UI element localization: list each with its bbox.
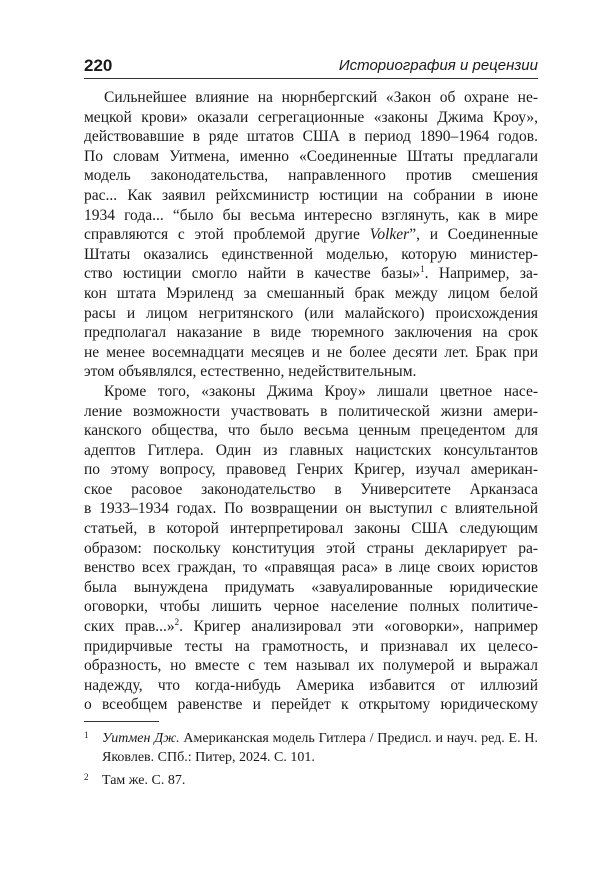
footnote-author: Уитмен Дж. — [102, 731, 180, 746]
text-line — [84, 578, 538, 598]
text-segment: ”, и Соединенные — [409, 226, 538, 244]
text-line — [84, 147, 538, 167]
text-line — [84, 127, 538, 147]
text-segment: . Например, за- — [424, 265, 538, 283]
text-line — [84, 323, 538, 343]
footnote-text: Американская модель Гитлера / Предисл. и науч. ред. Е. Н. Яковлев. СПб.: Питер, 2024. С. 101. — [102, 731, 538, 765]
text-line — [84, 695, 538, 715]
text-line — [84, 460, 538, 480]
text-line — [84, 441, 538, 461]
text-segment: оговорки, чтобы лишить черное население полных политиче- — [84, 598, 538, 616]
text-line — [84, 499, 538, 519]
text-segment: о всеобщем равенстве и перейдет к открытому юридическому — [84, 696, 538, 714]
text-segment: образом: поскольку конституция этой страны декларирует ра- — [84, 539, 538, 557]
text-segment: Кроме того, «законы Джима Кроу» лишали цветное насе- — [104, 382, 538, 400]
text-line — [84, 284, 538, 304]
text-segment: кон штата Мэриленд за смешанный брак между лицом белой — [84, 284, 538, 302]
text-line — [84, 108, 538, 128]
footnote-ref: 1 — [420, 264, 425, 275]
text-line — [84, 539, 538, 559]
footnote-text: Там же. С. 87. — [102, 773, 186, 788]
text-segment: ление возможности участвовать в политической жизни амери- — [84, 402, 538, 420]
text-line — [84, 617, 538, 637]
text-segment: статьей, в которой интерпретировал законы США следующим — [84, 520, 538, 538]
text-segment: Volker — [369, 226, 410, 244]
text-segment: в 1933–1934 годах. По возвращении он выступил с влиятельной — [84, 500, 538, 518]
text-segment: действовавшие в ряде штатов США в период 1890–1964 годов. — [84, 128, 538, 146]
text-line — [84, 402, 538, 422]
text-line — [84, 225, 538, 245]
text-segment: ское расовое законодательство в Университете Арканзаса — [84, 480, 538, 498]
text-segment: 1934 года... “было бы весьма интересно взглянуть, как в мире — [84, 206, 538, 224]
text-line — [84, 206, 538, 226]
text-line — [84, 362, 538, 382]
text-segment: этом объявлялся, естественно, недействительным. — [84, 363, 417, 381]
text-line — [84, 480, 538, 500]
text-line — [84, 558, 538, 578]
text-segment: Штаты оказались единственной моделью, которую министер- — [84, 245, 538, 263]
text-segment: придирчивые тесты на грамотность, и признавал их целесо- — [84, 637, 538, 655]
text-segment: надежду, что когда-нибудь Америка избавится от иллюзий — [84, 676, 538, 694]
text-segment: модель законодательства, направленного против смешения — [84, 167, 538, 185]
text-line — [84, 245, 538, 265]
text-segment: была вынуждена придумать «завуалированные юридические — [84, 578, 538, 596]
text-line — [84, 519, 538, 539]
text-segment: Сильнейшее влияние на нюрнбергский «Закон об охране не- — [104, 89, 538, 106]
text-segment: рас... Как заявил рейхсминистр юстиции на собрании в июне — [84, 186, 538, 204]
running-header — [84, 56, 538, 79]
text-segment: ских прав...» — [84, 618, 175, 636]
footnote-number: 2 — [84, 772, 89, 782]
text-line — [84, 88, 538, 108]
text-line — [84, 304, 538, 324]
text-line — [84, 343, 538, 363]
text-line — [84, 597, 538, 617]
text-segment: расы и лицом негритянского (или малайского) происхождения — [84, 304, 538, 322]
footnote-1 — [84, 729, 538, 767]
text-segment: мецкой крови» оказали сегрегационные «законы Джима Кроу», — [84, 108, 538, 126]
text-line — [84, 421, 538, 441]
text-segment: не менее восемнадцати месяцев и не более десяти лет. Брак при — [84, 343, 538, 361]
body-text — [84, 88, 538, 715]
text-segment: справляются с этой проблемой другие — [84, 226, 370, 244]
text-segment: по этому вопросу, правовед Генрих Кригер, изучал американ- — [84, 461, 538, 479]
text-line — [84, 382, 538, 402]
text-segment: образность, но вместе с тем называл их полумерой и выражал — [84, 657, 538, 675]
footnote-divider — [84, 721, 159, 722]
text-line — [84, 186, 538, 206]
page-number: 220 — [84, 56, 113, 75]
text-line — [84, 166, 538, 186]
text-line — [84, 676, 538, 696]
text-segment: По словам Уитмена, именно «Соединенные Штаты предлагали — [84, 147, 538, 165]
text-segment: ство юстиции смогло найти в качестве базы» — [84, 265, 421, 283]
text-segment: предполагал наказание в виде тюремного заключения на срок — [84, 324, 538, 342]
footnote-2 — [84, 771, 538, 790]
footnote-ref: 2 — [174, 617, 180, 628]
text-line — [84, 656, 538, 676]
text-segment: венство всех граждан, то «правящая раса» в лице своих юристов — [84, 559, 538, 577]
text-line — [84, 264, 538, 284]
running-title: Историография и рецензии — [338, 57, 538, 74]
text-line — [84, 637, 538, 657]
footnote-number: 1 — [84, 730, 89, 740]
text-segment: канского общества, что было весьма ценным прецедентом для — [84, 422, 538, 440]
text-segment: адептов Гитлера. Один из главных нацистских консультантов — [84, 441, 538, 459]
text-segment: . Кригер анализировал эти «оговорки», например — [179, 618, 538, 636]
